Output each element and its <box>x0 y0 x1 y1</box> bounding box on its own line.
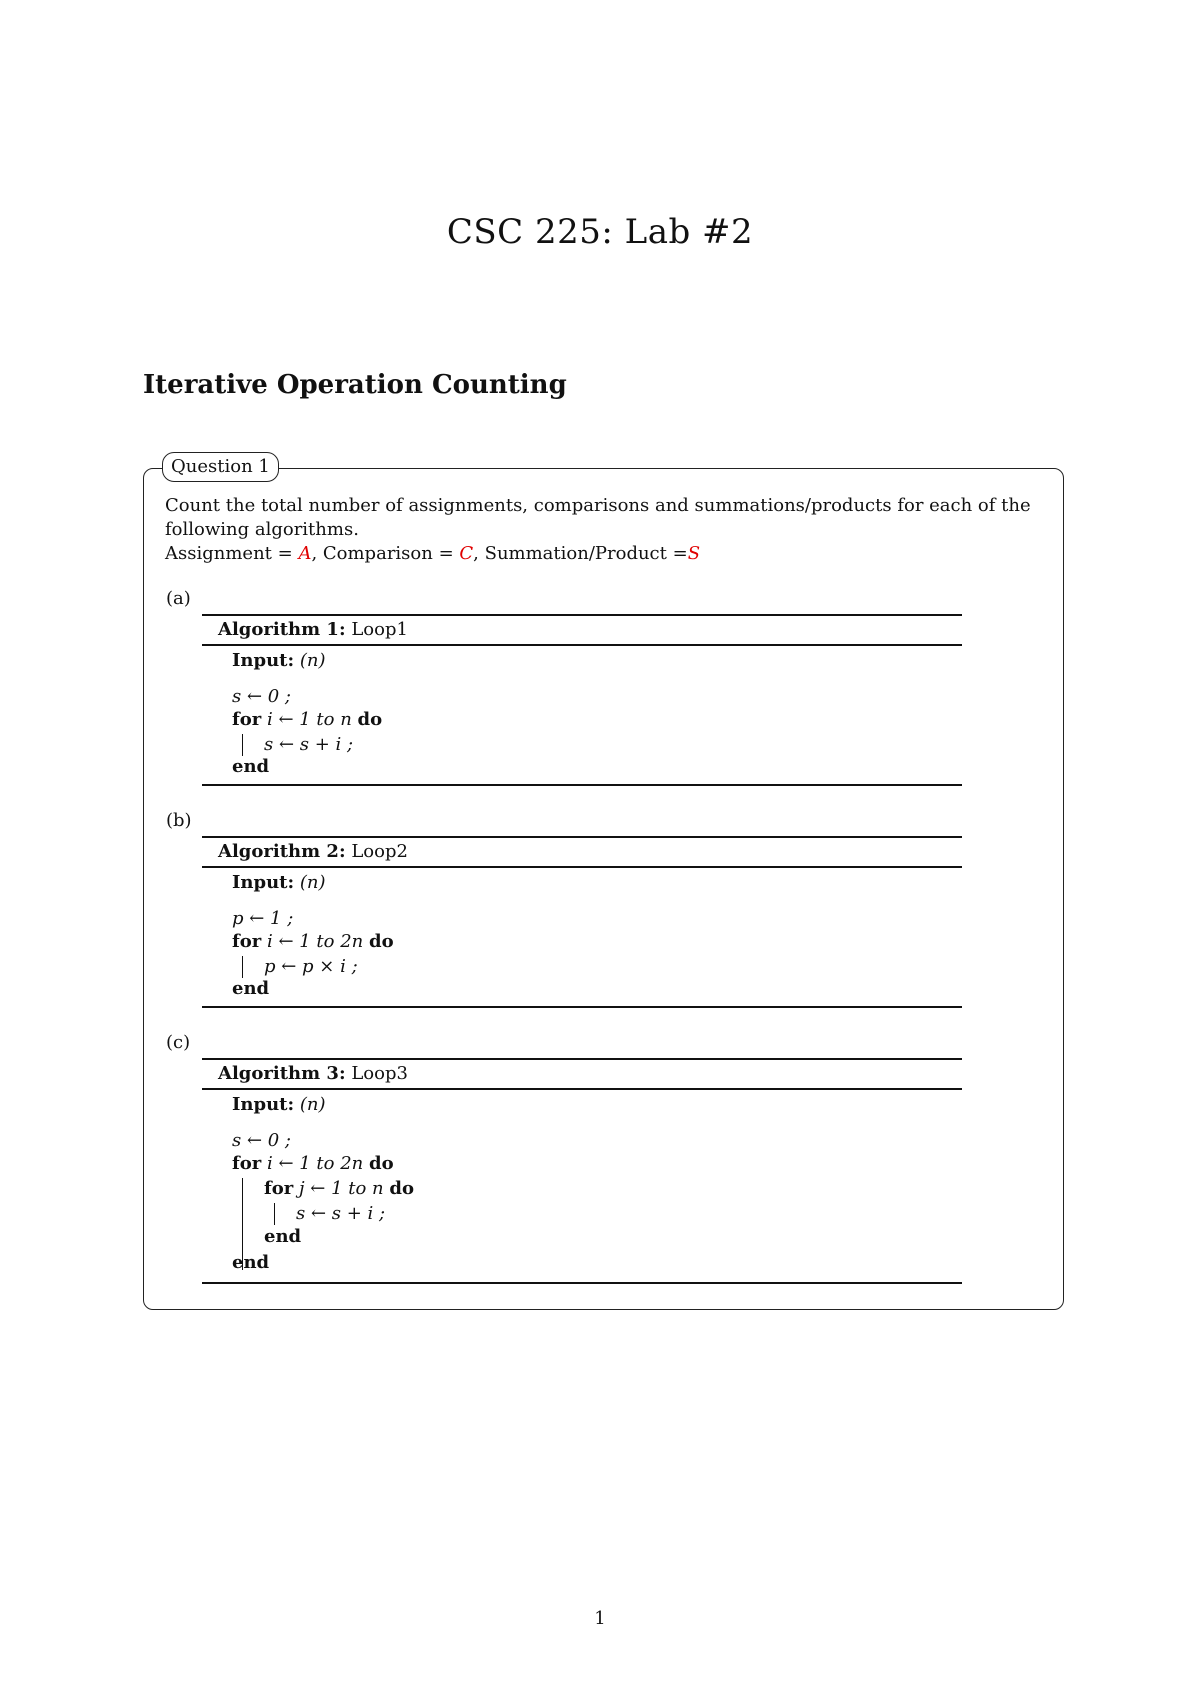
comparison-label: , Comparison = <box>311 543 454 564</box>
input-keyword: Input: <box>232 872 295 893</box>
algorithm-header <box>202 836 962 868</box>
code-line: s ← s + i ; <box>296 1203 386 1224</box>
algorithm-number: Algorithm 1: <box>218 619 346 640</box>
question-intro <box>165 494 1045 566</box>
code-line: s ← s + i ; <box>264 734 354 755</box>
end-keyword: end <box>232 978 270 999</box>
do-keyword: do <box>389 1178 414 1199</box>
code-line: p ← p × i ; <box>264 956 358 977</box>
algorithm-header <box>202 1058 962 1090</box>
inner-block-bar <box>274 1203 275 1225</box>
algorithm-bottom-rule <box>202 1282 962 1284</box>
algorithm-3 <box>202 1058 962 1280</box>
part-label-c: (c) <box>166 1032 191 1053</box>
algorithm-1 <box>202 614 962 782</box>
outer-for-line <box>232 1153 394 1175</box>
end-keyword: end <box>232 756 270 777</box>
for-line <box>232 931 394 953</box>
algorithm-bottom-rule <box>202 784 962 786</box>
intro-text: Count the total number of assignments, comparisons and summations/products for each of the following algorithms. <box>165 495 1031 540</box>
part-label-a: (a) <box>166 588 191 609</box>
comparison-symbol: C <box>459 543 474 564</box>
loop-range: i ← 1 to 2n <box>266 931 364 952</box>
end-keyword: end <box>232 1252 270 1273</box>
algorithm-number: Algorithm 3: <box>218 1063 346 1084</box>
algorithm-name: Loop3 <box>351 1063 408 1084</box>
inner-for-line <box>264 1178 414 1200</box>
input-arg: (n) <box>299 650 326 671</box>
input-line <box>232 1094 326 1116</box>
end-keyword: end <box>264 1226 302 1247</box>
input-arg: (n) <box>299 1094 326 1115</box>
for-keyword: for <box>232 1153 262 1174</box>
algorithm-name: Loop1 <box>351 619 408 640</box>
block-bar <box>242 956 243 978</box>
part-label-b: (b) <box>166 810 192 831</box>
algorithm-name: Loop2 <box>351 841 408 862</box>
input-keyword: Input: <box>232 650 295 671</box>
code-line: s ← 0 ; <box>232 1130 292 1151</box>
loop-range: i ← 1 to n <box>266 709 352 730</box>
input-arg: (n) <box>299 872 326 893</box>
algorithm-body <box>202 1090 962 1280</box>
loop-range: j ← 1 to n <box>298 1178 384 1199</box>
input-keyword: Input: <box>232 1094 295 1115</box>
for-keyword: for <box>232 709 262 730</box>
do-keyword: do <box>369 1153 394 1174</box>
assignment-label: Assignment = <box>165 543 293 564</box>
algorithm-body <box>202 646 962 782</box>
summation-label: , Summation/Product = <box>473 543 688 564</box>
algorithm-2 <box>202 836 962 1004</box>
question-label: Question 1 <box>162 452 279 482</box>
for-keyword: for <box>264 1178 294 1199</box>
code-line: p ← 1 ; <box>232 908 294 929</box>
for-keyword: for <box>232 931 262 952</box>
assignment-symbol: A <box>298 543 312 564</box>
block-bar <box>242 734 243 756</box>
algorithm-header <box>202 614 962 646</box>
page-number: 1 <box>594 1608 606 1629</box>
loop-range: i ← 1 to 2n <box>266 1153 364 1174</box>
summation-symbol: S <box>687 543 701 564</box>
section-heading: Iterative Operation Counting <box>143 370 567 400</box>
code-line: s ← 0 ; <box>232 686 292 707</box>
input-line <box>232 650 326 672</box>
input-line <box>232 872 326 894</box>
algorithm-body <box>202 868 962 1004</box>
page-title: CSC 225: Lab #2 <box>446 212 754 252</box>
legend-line <box>165 542 1045 566</box>
for-line <box>232 709 382 731</box>
algorithm-bottom-rule <box>202 1006 962 1008</box>
do-keyword: do <box>369 931 394 952</box>
do-keyword: do <box>357 709 383 730</box>
algorithm-number: Algorithm 2: <box>218 841 346 862</box>
